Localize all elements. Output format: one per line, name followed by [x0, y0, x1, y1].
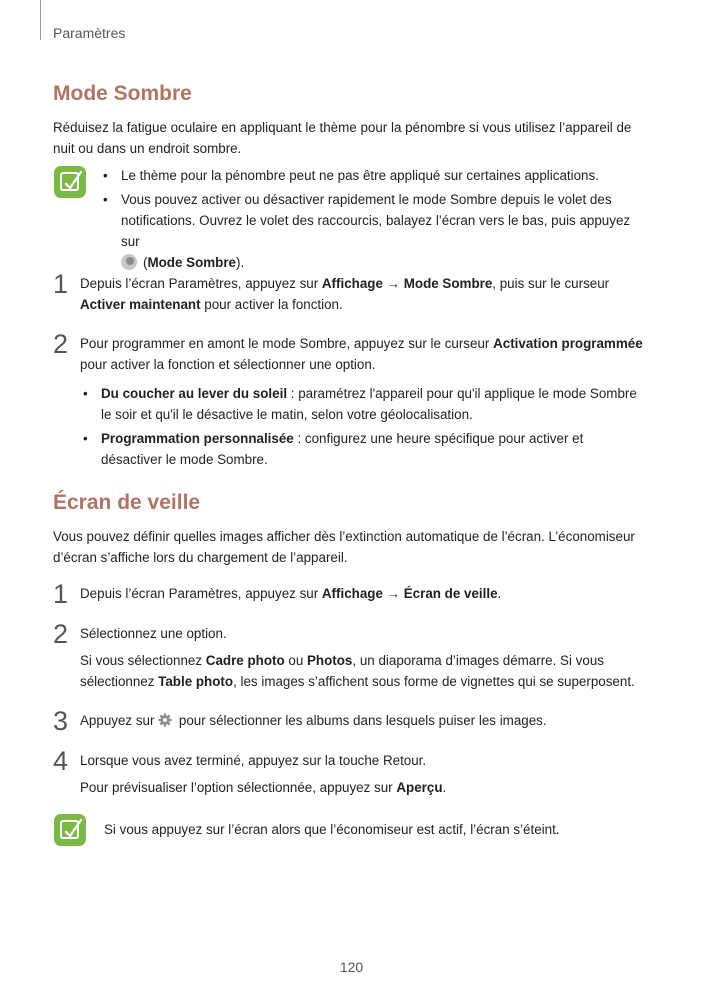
step-text: Pour programmer en amont le mode Sombre, appuyez sur le curseur Activation programmée pour activer la fonction et sélectionner une option.	[80, 336, 643, 372]
note-item: • Le thème pour la pénombre peut ne pas être appliqué sur certaines applications.	[103, 168, 599, 183]
dark-mode-intro: Réduisez la fatigue oculaire en appliquant le thème pour la pénombre si vous utilisez l’appareil de nuit ou dans un endroit sombre.	[53, 120, 632, 156]
step-detail: Si vous sélectionnez Cadre photo ou Photos, un diaporama d’images démarre. Si vous sélectionnez Table photo, les images s’affichent sous forme de vignettes qui se superposent.	[80, 653, 635, 689]
option-text: : configurez une heure spécifique pour activer et désactiver le mode Sombre.	[101, 431, 584, 467]
option-item: • Du coucher au lever du soleil : paramétrez l'appareil pour qu'il applique le mode Sombre le soir et qu'il le désactive le matin, selon votre géolocalisation.	[83, 386, 637, 422]
step-number: 2	[53, 329, 69, 359]
step-detail: Pour prévisualiser l’option sélectionnée, appuyez sur Aperçu.	[80, 780, 447, 795]
step-number: 1	[53, 269, 69, 299]
screensaver-intro: Vous pouvez définir quelles images afficher dès l’extinction automatique de l’écran. L’économiseur d’écran s’affiche lors du chargement de l’appareil.	[53, 529, 635, 565]
note-text: Si vous appuyez sur l’écran alors que l’économiseur est actif, l’écran s’éteint.	[104, 822, 560, 837]
step-number: 3	[53, 706, 69, 736]
step-number: 1	[53, 579, 69, 609]
note-text: Le thème pour la pénombre peut ne pas être appliqué sur certaines applications.	[121, 168, 599, 183]
gear-icon	[158, 713, 172, 727]
option-text: : paramétrez l'appareil pour qu'il applique le mode Sombre le soir et qu'il le désactive le matin, selon votre géolocalisation.	[101, 386, 637, 422]
step-number: 4	[53, 746, 69, 776]
note-item: • Vous pouvez activer ou désactiver rapidement le mode Sombre depuis le volet des notifications. Ouvrez le volet des raccourcis, balayez l’écran vers le bas, puis appuyez sur (Mode Sombre).	[103, 192, 631, 270]
page-number: 120	[339, 959, 364, 975]
step-number: 2	[53, 619, 69, 649]
step-text: Lorsque vous avez terminé, appuyez sur la touche Retour.	[80, 753, 427, 768]
step-text: Depuis l’écran Paramètres, appuyez sur Affichage → Écran de veille.	[80, 586, 502, 601]
dark-mode-toggle-icon	[121, 254, 137, 270]
header-divider	[40, 0, 41, 40]
running-header: Paramètres	[53, 25, 126, 41]
option-label: Programmation personnalisée	[101, 431, 294, 446]
dark-mode-label: Mode Sombre	[147, 255, 237, 270]
step-text: Appuyez sur pour sélectionner les albums dans lesquels puiser les images.	[80, 713, 547, 728]
note-text: Vous pouvez activer ou désactiver rapidement le mode Sombre depuis le volet des notifications. Ouvrez le volet des raccourcis, balayez l’écran vers le bas, puis appuyez sur	[121, 192, 631, 249]
section-title-dark-mode: Mode Sombre	[53, 82, 192, 105]
note-icon	[54, 814, 86, 846]
step-text: Depuis l’écran Paramètres, appuyez sur Affichage → Mode Sombre, puis sur le curseur Activer maintenant pour activer la fonction.	[80, 276, 610, 312]
section-title-screensaver: Écran de veille	[53, 491, 201, 514]
option-label: Du coucher au lever du soleil	[101, 386, 288, 401]
note-icon	[54, 166, 86, 198]
option-item: • Programmation personnalisée : configurez une heure spécifique pour activer et désactiver le mode Sombre.	[83, 431, 584, 467]
step-text: Sélectionnez une option.	[80, 626, 227, 641]
